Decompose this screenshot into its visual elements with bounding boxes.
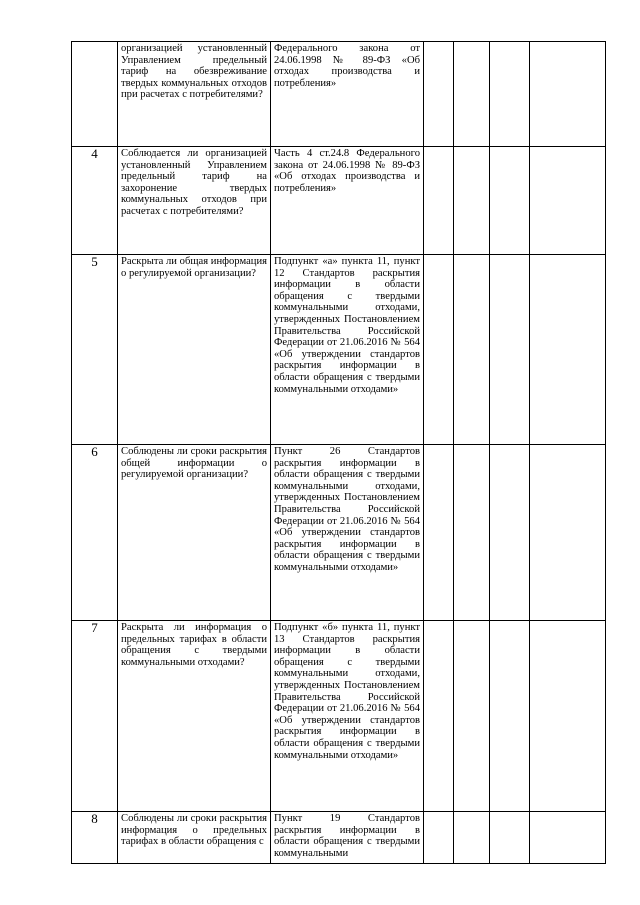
row-number — [72, 42, 118, 147]
answer-yes-cell — [424, 445, 454, 621]
row-number: 6 — [72, 445, 118, 621]
remark-cell — [530, 147, 606, 255]
legal-reference-cell: Пункт 26 Стандартов раскрытия информации в области обращения с твердыми коммунальными отходами, утвержденных Постановлением Правительства Российской Федерации от 21.06.2016 № 564 «Об утверждении стандартов раскрытия информации в области обращения с твердыми коммунальными отходами» — [271, 445, 424, 621]
table-row — [72, 255, 606, 445]
answer-no-cell — [454, 812, 490, 864]
answer-na-cell — [490, 812, 530, 864]
answer-yes-cell — [424, 42, 454, 147]
question-cell: Соблюдены ли сроки раскрытия информация о предельных тарифах в области обращения с — [118, 812, 271, 864]
answer-no-cell — [454, 445, 490, 621]
question-cell: Соблюдены ли сроки раскрытия общей информации о регулируемой организации? — [118, 445, 271, 621]
answer-na-cell — [490, 621, 530, 812]
answer-na-cell — [490, 147, 530, 255]
row-number: 4 — [72, 147, 118, 255]
table-row — [72, 147, 606, 255]
legal-reference-cell: Пункт 19 Стандартов раскрытия информации в области обращения с твердыми коммунальными — [271, 812, 424, 864]
legal-reference-cell: Часть 4 ст.24.8 Федерального закона от 24.06.1998 № 89-ФЗ «Об отходах производства и потребления» — [271, 147, 424, 255]
remark-cell — [530, 445, 606, 621]
remark-cell — [530, 42, 606, 147]
answer-no-cell — [454, 147, 490, 255]
question-cell: Раскрыта ли общая информация о регулируемой организации? — [118, 255, 271, 445]
question-cell: организацией установленный Управлением предельный тариф на обезвреживание твердых коммунальных отходов при расчетах с потребителями? — [118, 42, 271, 147]
legal-reference-cell: Подпункт «а» пункта 11, пункт 12 Стандартов раскрытия информации в области обращения с твердыми коммунальными отходами, утвержденных Постановлением Правительства Российской Федерации от 21.06.2016 № 564 «Об утверждении стандартов раскрытия информации в области обращения с твердыми коммунальными отходами» — [271, 255, 424, 445]
legal-reference-cell: Федерального закона от 24.06.1998 № 89-ФЗ «Об отходах производства и потребления» — [271, 42, 424, 147]
row-number: 8 — [72, 812, 118, 864]
table-row — [72, 445, 606, 621]
legal-reference-cell: Подпункт «б» пункта 11, пункт 13 Стандартов раскрытия информации в области обращения с твердыми коммунальными отходами, утвержденных Постановлением Правительства Российской Федерации от 21.06.2016 № 564 «Об утверждении стандартов раскрытия информации в области обращения с твердыми коммунальными отходами» — [271, 621, 424, 812]
checklist-table — [71, 41, 606, 864]
answer-no-cell — [454, 255, 490, 445]
answer-na-cell — [490, 255, 530, 445]
answer-yes-cell — [424, 621, 454, 812]
row-number: 7 — [72, 621, 118, 812]
remark-cell — [530, 812, 606, 864]
answer-na-cell — [490, 445, 530, 621]
answer-yes-cell — [424, 255, 454, 445]
question-cell: Соблюдается ли организацией установленный Управлением предельный тариф на захоронение твердых коммунальных отходов при расчетах с потребителями? — [118, 147, 271, 255]
answer-yes-cell — [424, 147, 454, 255]
answer-no-cell — [454, 621, 490, 812]
answer-na-cell — [490, 42, 530, 147]
question-cell: Раскрыта ли информация о предельных тарифах в области обращения с твердыми коммунальными отходами? — [118, 621, 271, 812]
table-row — [72, 621, 606, 812]
answer-no-cell — [454, 42, 490, 147]
table-row — [72, 42, 606, 147]
row-number: 5 — [72, 255, 118, 445]
table-row — [72, 812, 606, 864]
remark-cell — [530, 255, 606, 445]
remark-cell — [530, 621, 606, 812]
answer-yes-cell — [424, 812, 454, 864]
